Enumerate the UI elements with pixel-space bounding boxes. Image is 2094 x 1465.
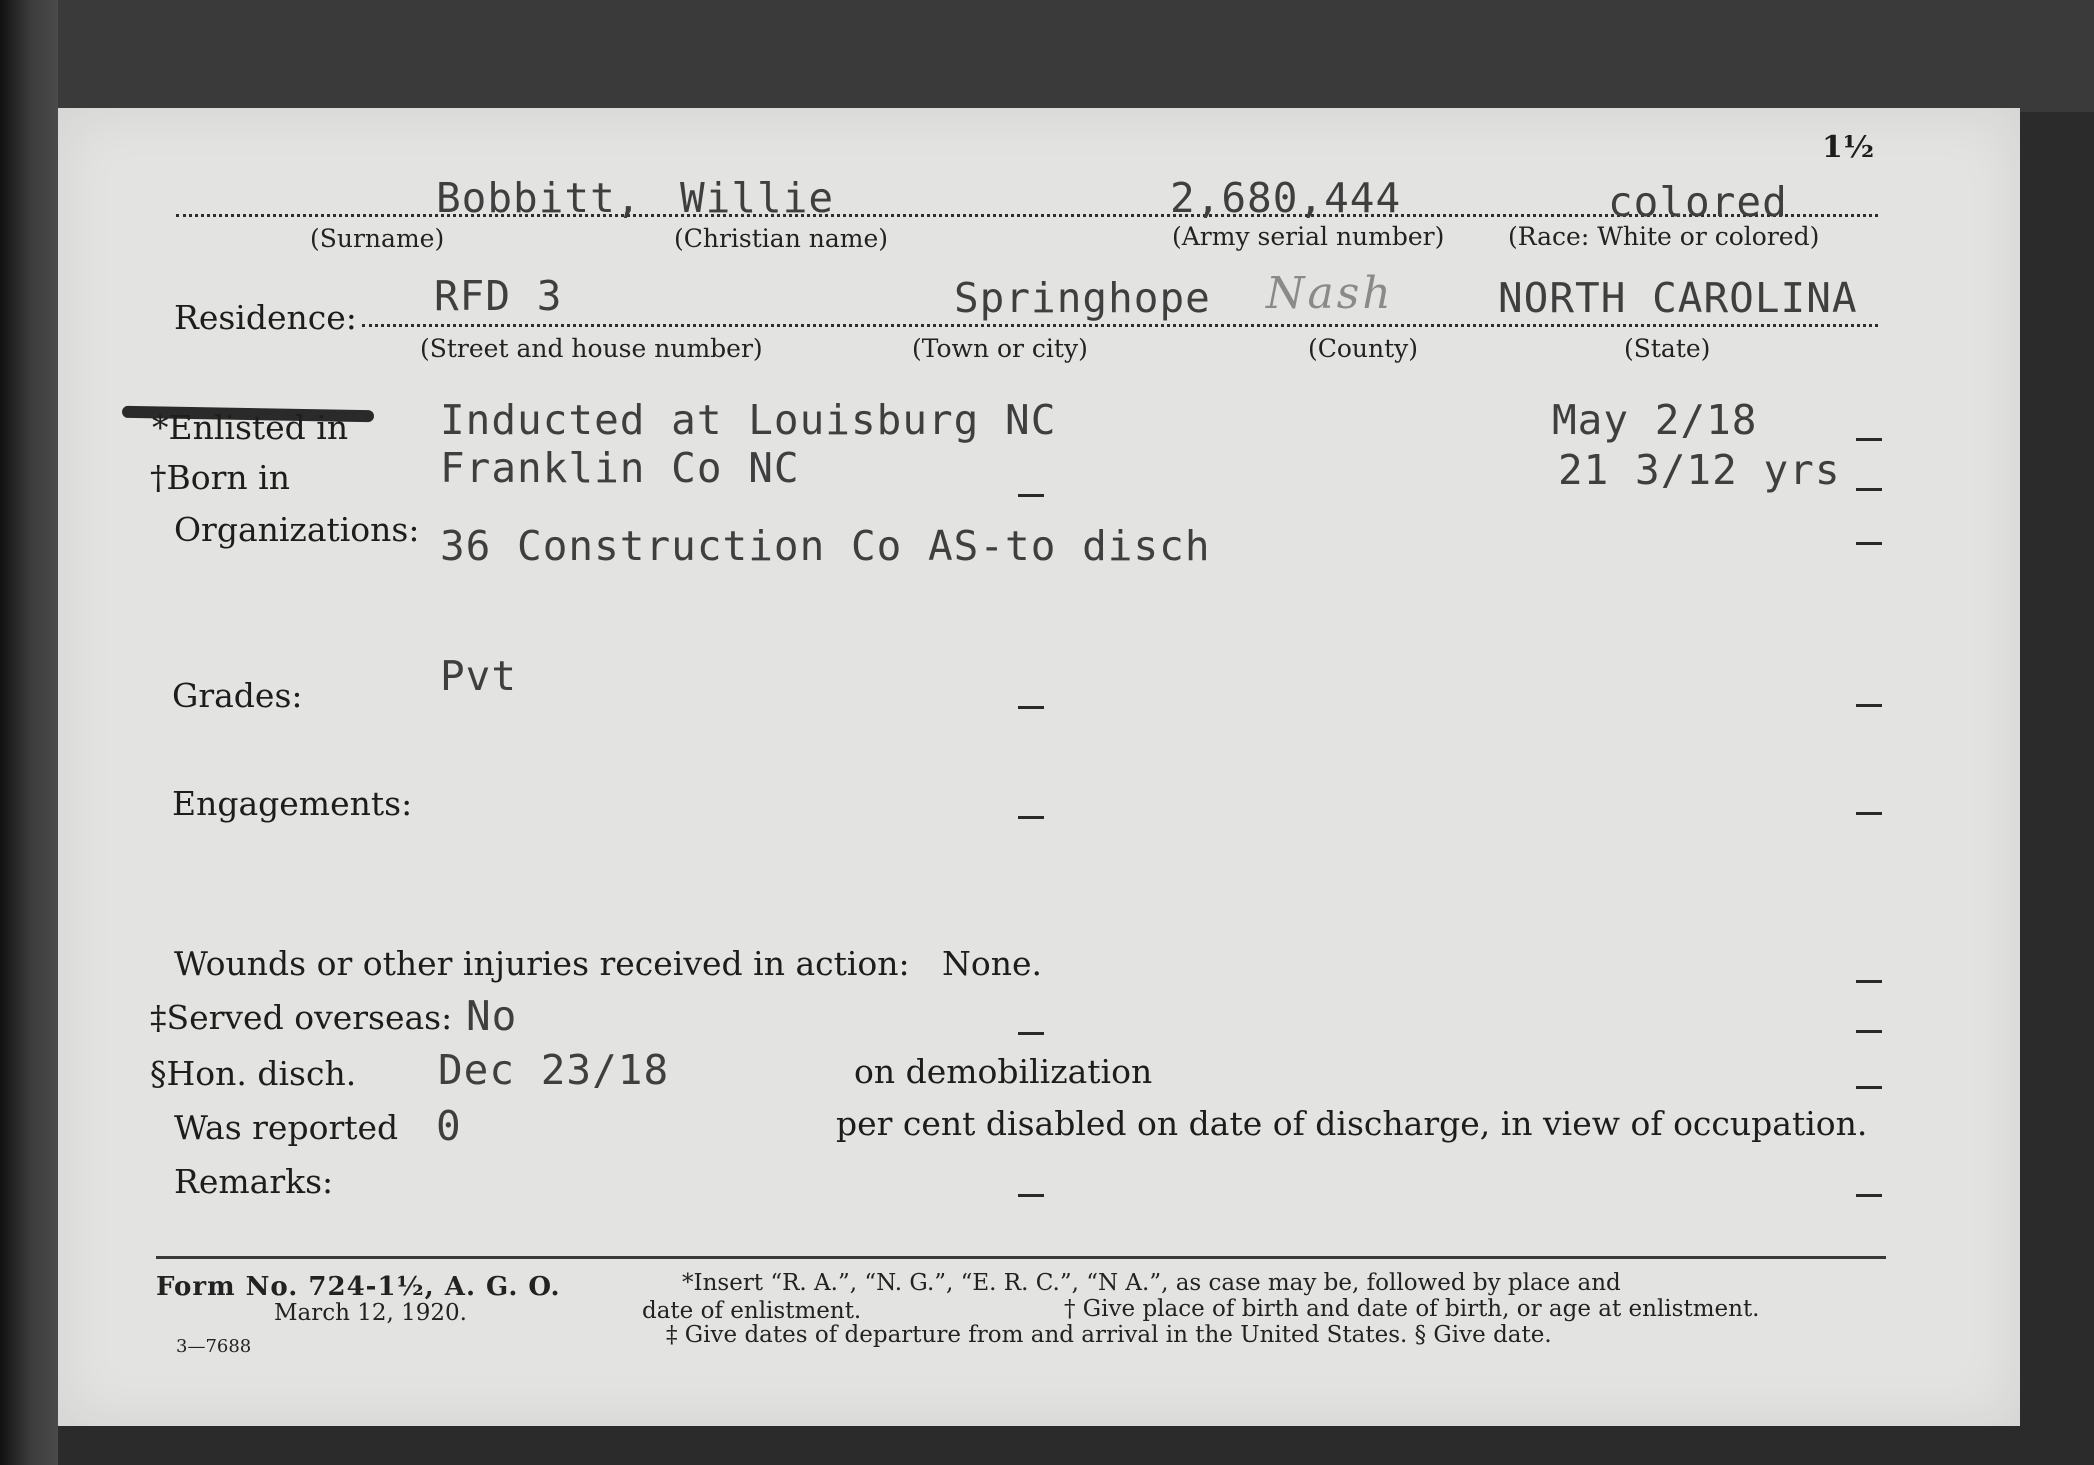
footer-rule [156,1256,1886,1259]
wounds-label: Wounds or other injuries received in action: [174,944,910,983]
race-value: colored [1608,178,1788,226]
remarks-end-dash [1856,1194,1882,1197]
grades-mid-dash [1018,706,1044,709]
born-value: Franklin Co NC [440,444,800,492]
overseas-mid-dash [1018,1032,1044,1035]
county-caption: (County) [1308,334,1419,363]
street-caption: (Street and house number) [420,334,763,363]
reported-value: 0 [436,1102,462,1150]
enlisted-end-dash [1856,438,1882,441]
overseas-end-dash [1856,1030,1882,1033]
residence-dotted-line [362,324,1878,327]
state-value: NORTH CAROLINA [1498,274,1858,322]
serial-number-value: 2,680,444 [1170,174,1402,222]
form-date: March 12, 1920. [274,1300,467,1326]
born-mid-dash [1018,494,1044,497]
organizations-end-dash [1856,542,1882,545]
born-end-dash [1856,488,1882,491]
wounds-value: None. [942,944,1043,983]
hon-disch-end-dash [1856,1086,1882,1089]
footnote-line-2b: † Give place of birth and date of birth, or age at enlistment. [1064,1296,1760,1322]
enlisted-value: Inducted at Louisburg NC [440,396,1057,444]
residence-label: Residence: [174,298,357,337]
born-label: †Born in [150,458,290,497]
service-record-card [58,108,2020,1426]
footnote-line-2a: date of enlistment. [642,1298,862,1324]
enlisted-date: May 2/18 [1552,396,1758,444]
engagements-end-dash [1856,812,1882,815]
overseas-label: ‡Served overseas: [150,998,453,1037]
grades-end-dash [1856,704,1882,707]
engagements-mid-dash [1018,816,1044,819]
street-value: RFD 3 [434,272,563,320]
surname-caption: (Surname) [310,224,445,253]
town-caption: (Town or city) [912,334,1088,363]
page-fraction: 1½ [1822,130,1875,165]
enlisted-label: *Enlisted in [152,408,349,447]
organizations-label: Organizations: [174,510,420,549]
remarks-label: Remarks: [174,1162,334,1201]
scan-background-left [0,0,58,1465]
print-code: 3—7688 [176,1336,252,1357]
organizations-value: 36 Construction Co AS-to disch [440,522,1211,570]
overseas-value: No [466,992,518,1040]
race-caption: (Race: White or colored) [1508,222,1820,251]
hon-disch-date: Dec 23/18 [438,1046,670,1094]
age-value: 21 3/12 yrs [1558,446,1841,494]
grades-label: Grades: [172,676,303,715]
christian-name-caption: (Christian name) [674,224,889,253]
footnote-line-1: *Insert “R. A.”, “N. G.”, “E. R. C.”, “N A.”, as case may be, followed by place and [682,1270,1621,1296]
surname-value: Bobbitt, [436,174,642,222]
state-caption: (State) [1624,334,1711,363]
hon-disch-note: on demobilization [854,1052,1153,1091]
grades-value: Pvt [440,652,518,700]
serial-number-caption: (Army serial number) [1172,222,1445,251]
county-value-handwritten: Nash [1266,268,1394,319]
christian-name-value: Willie [680,174,835,222]
scan-background-top [0,0,2094,112]
reported-label: Was reported [174,1108,399,1147]
town-value: Springhope [954,274,1211,322]
remarks-mid-dash [1018,1194,1044,1197]
engagements-label: Engagements: [172,784,413,823]
wounds-end-dash [1856,980,1882,983]
reported-note: per cent disabled on date of discharge, in view of occupation. [836,1104,1868,1143]
form-number: Form No. 724-1½, A. G. O. [156,1272,561,1302]
hon-disch-label: §Hon. disch. [150,1054,357,1093]
footnote-line-3: ‡ Give dates of departure from and arrival in the United States. § Give date. [666,1322,1552,1348]
